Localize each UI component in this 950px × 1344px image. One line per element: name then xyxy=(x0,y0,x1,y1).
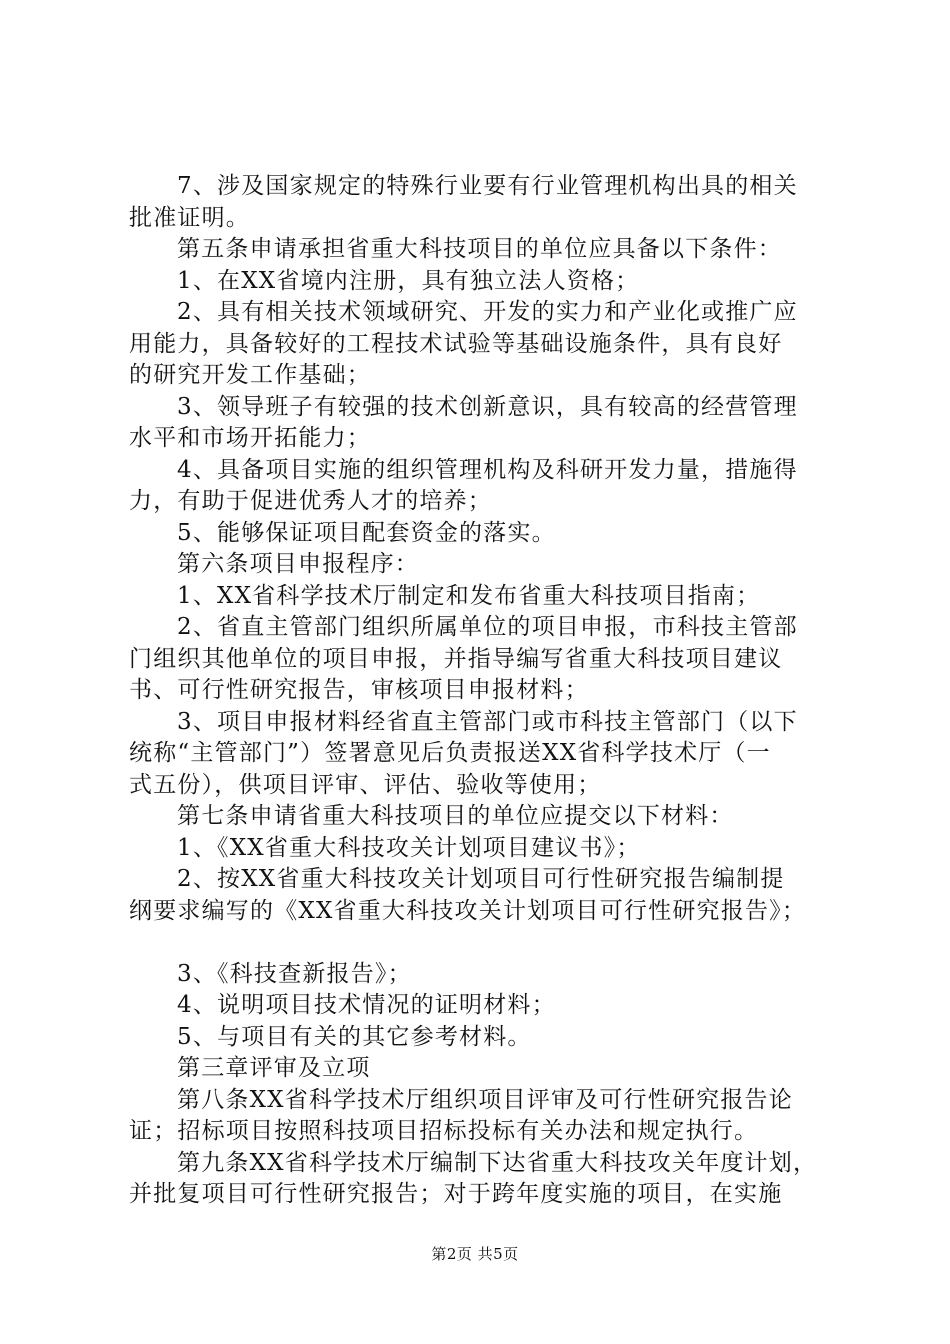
list-item-line: 3、《科技查新报告》； xyxy=(177,960,412,987)
chapter-heading-line: 第三章评审及立项 xyxy=(177,1055,371,1081)
list-item-line: 2、按XX省重大科技攻关计划项目可行性研究报告编制提 xyxy=(177,866,785,892)
list-item-line: 3、领导班子有较强的技术创新意识，具有较高的经营管理 xyxy=(177,393,798,420)
list-item-line: 5、与项目有关的其它参考材料。 xyxy=(177,1023,532,1050)
list-item-line: 4、具备项目实施的组织管理机构及科研开发力量，措施得 xyxy=(177,456,798,483)
list-item-line: 1、《XX省重大科技攻关计划项目建议书》； xyxy=(177,834,641,861)
document-body xyxy=(129,171,849,1211)
page-footer-number: 第2页 共5页 xyxy=(431,1245,519,1263)
paragraph-line: 书、可行性研究报告，审核项目申报材料； xyxy=(129,677,589,703)
paragraph-line: 批准证明。 xyxy=(129,204,250,231)
paragraph-line: 式五份），供项目评审、评估、验收等使用； xyxy=(129,771,602,798)
list-item-line: 4、说明项目技术情况的证明材料； xyxy=(177,992,556,1018)
article-heading-line: 第五条申请承担省重大科技项目的单位应具备以下条件： xyxy=(177,236,782,262)
list-item-line: 1、在XX省境内注册，具有独立法人资格； xyxy=(177,267,640,294)
list-item-line: 2、具有相关技术领域研究、开发的实力和产业化或推广应 xyxy=(177,299,798,325)
article-heading-line: 第七条申请省重大科技项目的单位应提交以下材料： xyxy=(177,803,734,829)
paragraph-line: 的研究开发工作基础； xyxy=(129,362,371,388)
paragraph-line: 7、涉及国家规定的特殊行业要有行业管理机构出具的相关 xyxy=(177,173,798,199)
paragraph-line: 水平和市场开拓能力； xyxy=(129,425,371,451)
paragraph-line: 用能力，具备较好的工程技术试验等基础设施条件，具有良好 xyxy=(129,330,783,357)
list-item-line: 1、XX省科学技术厅制定和发布省重大科技项目指南； xyxy=(177,582,761,609)
paragraph-line: 纲要求编写的《XX省重大科技攻关计划项目可行性研究报告》； xyxy=(129,897,807,924)
article-heading-line: 第六条项目申报程序： xyxy=(177,551,419,577)
paragraph-line: 门组织其他单位的项目申报，并指导编写省重大科技项目建议 xyxy=(129,645,783,672)
list-item-line: 3、项目申报材料经省直主管部门或市科技主管部门（以下 xyxy=(177,708,798,735)
paragraph-line: 统称“主管部门”）签署意见后负责报送XX省科学技术厅（一 xyxy=(129,740,771,766)
blank-line xyxy=(129,927,849,959)
list-item-line: 5、能够保证项目配套资金的落实。 xyxy=(177,519,556,546)
article-heading-line: 第九条XX省科学技术厅编制下达省重大科技攻关年度计划， xyxy=(177,1149,818,1176)
paragraph-line: 力，有助于促进优秀人才的培养； xyxy=(129,488,492,514)
paragraph-line: 证；招标项目按照科技项目招标投标有关办法和规定执行。 xyxy=(129,1118,759,1144)
article-heading-line: 第八条XX省科学技术厅组织项目评审及可行性研究报告论 xyxy=(177,1086,793,1113)
paragraph-line: 并批复项目可行性研究报告；对于跨年度实施的项目，在实施 xyxy=(129,1181,783,1207)
list-item-line: 2、省直主管部门组织所属单位的项目申报，市科技主管部 xyxy=(177,614,798,640)
